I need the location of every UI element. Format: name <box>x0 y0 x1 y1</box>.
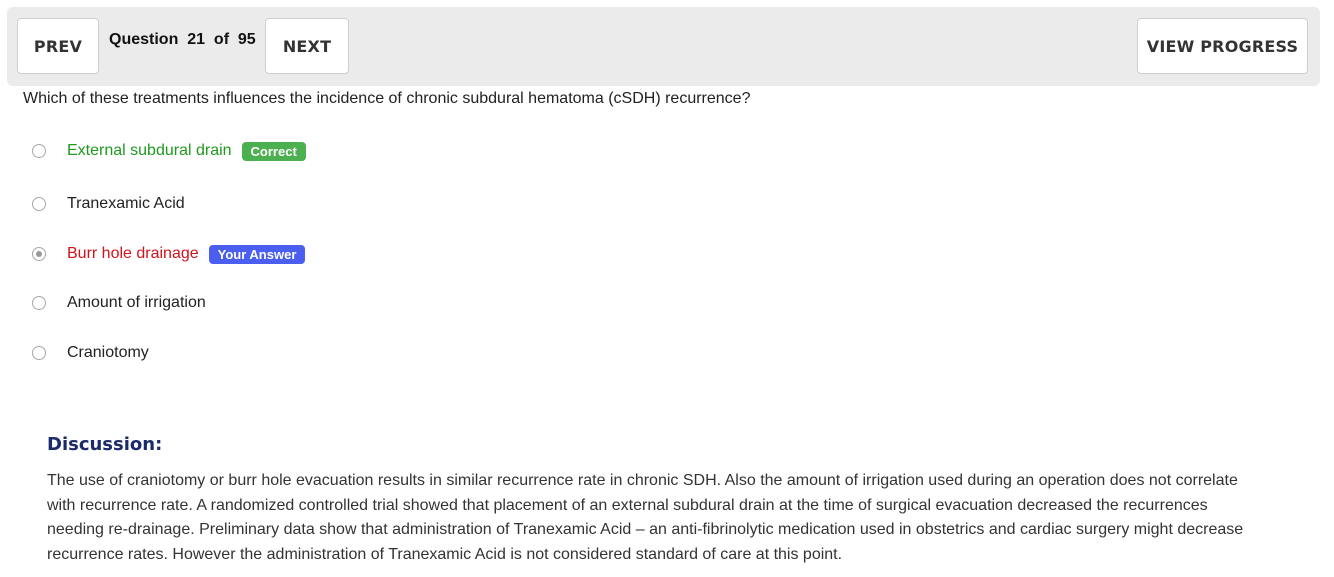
answer-option-craniotomy[interactable] <box>32 341 149 365</box>
discussion-text: The use of craniotomy or burr hole evacuation results in similar recurrence rate in chronic SDH. Also the amount of irrigation used during an operation does not correlate with recurrence rate. A randomized controlled trial showed that placement of an external subdural drain at the time of surgical evacuation decreased the recurrences needing re-drainage. Preliminary data show that administration of Tranexamic Acid – an anti-fibrinolytic medication used in obstetrics and cardiac surgery might decrease recurrence rates. However the administration of Tranexamic Acid is not considered standard of care at this point. <box>47 472 1244 563</box>
option-label: Craniotomy <box>67 344 149 361</box>
next-button[interactable]: NEXT <box>265 18 349 74</box>
option-label: Amount of irrigation <box>67 294 206 311</box>
radio-button[interactable] <box>32 197 46 211</box>
view-progress-button[interactable]: VIEW PROGRESS <box>1137 18 1308 74</box>
discussion-title: Discussion: <box>47 434 163 455</box>
answer-option-amount-of-irrigation[interactable] <box>32 291 206 315</box>
answer-option-tranexamic-acid[interactable] <box>32 192 185 216</box>
option-label: Tranexamic Acid <box>67 195 185 212</box>
radio-button[interactable] <box>32 144 46 158</box>
question-counter: Question 21 of 95 <box>109 31 256 48</box>
your-answer-badge: Your Answer <box>209 245 306 264</box>
radio-button-selected[interactable] <box>32 247 46 261</box>
radio-button[interactable] <box>32 346 46 360</box>
radio-button[interactable] <box>32 296 46 310</box>
answer-option-external-subdural-drain[interactable] <box>32 139 306 163</box>
correct-badge: Correct <box>242 142 306 161</box>
option-label: Burr hole drainage <box>67 245 199 262</box>
prev-button[interactable]: PREV <box>17 18 99 74</box>
answer-option-burr-hole-drainage[interactable] <box>32 242 305 266</box>
question-text: Which of these treatments influences the incidence of chronic subdural hematoma (cSDH) recurrence? <box>23 90 751 107</box>
option-label: External subdural drain <box>67 142 232 159</box>
